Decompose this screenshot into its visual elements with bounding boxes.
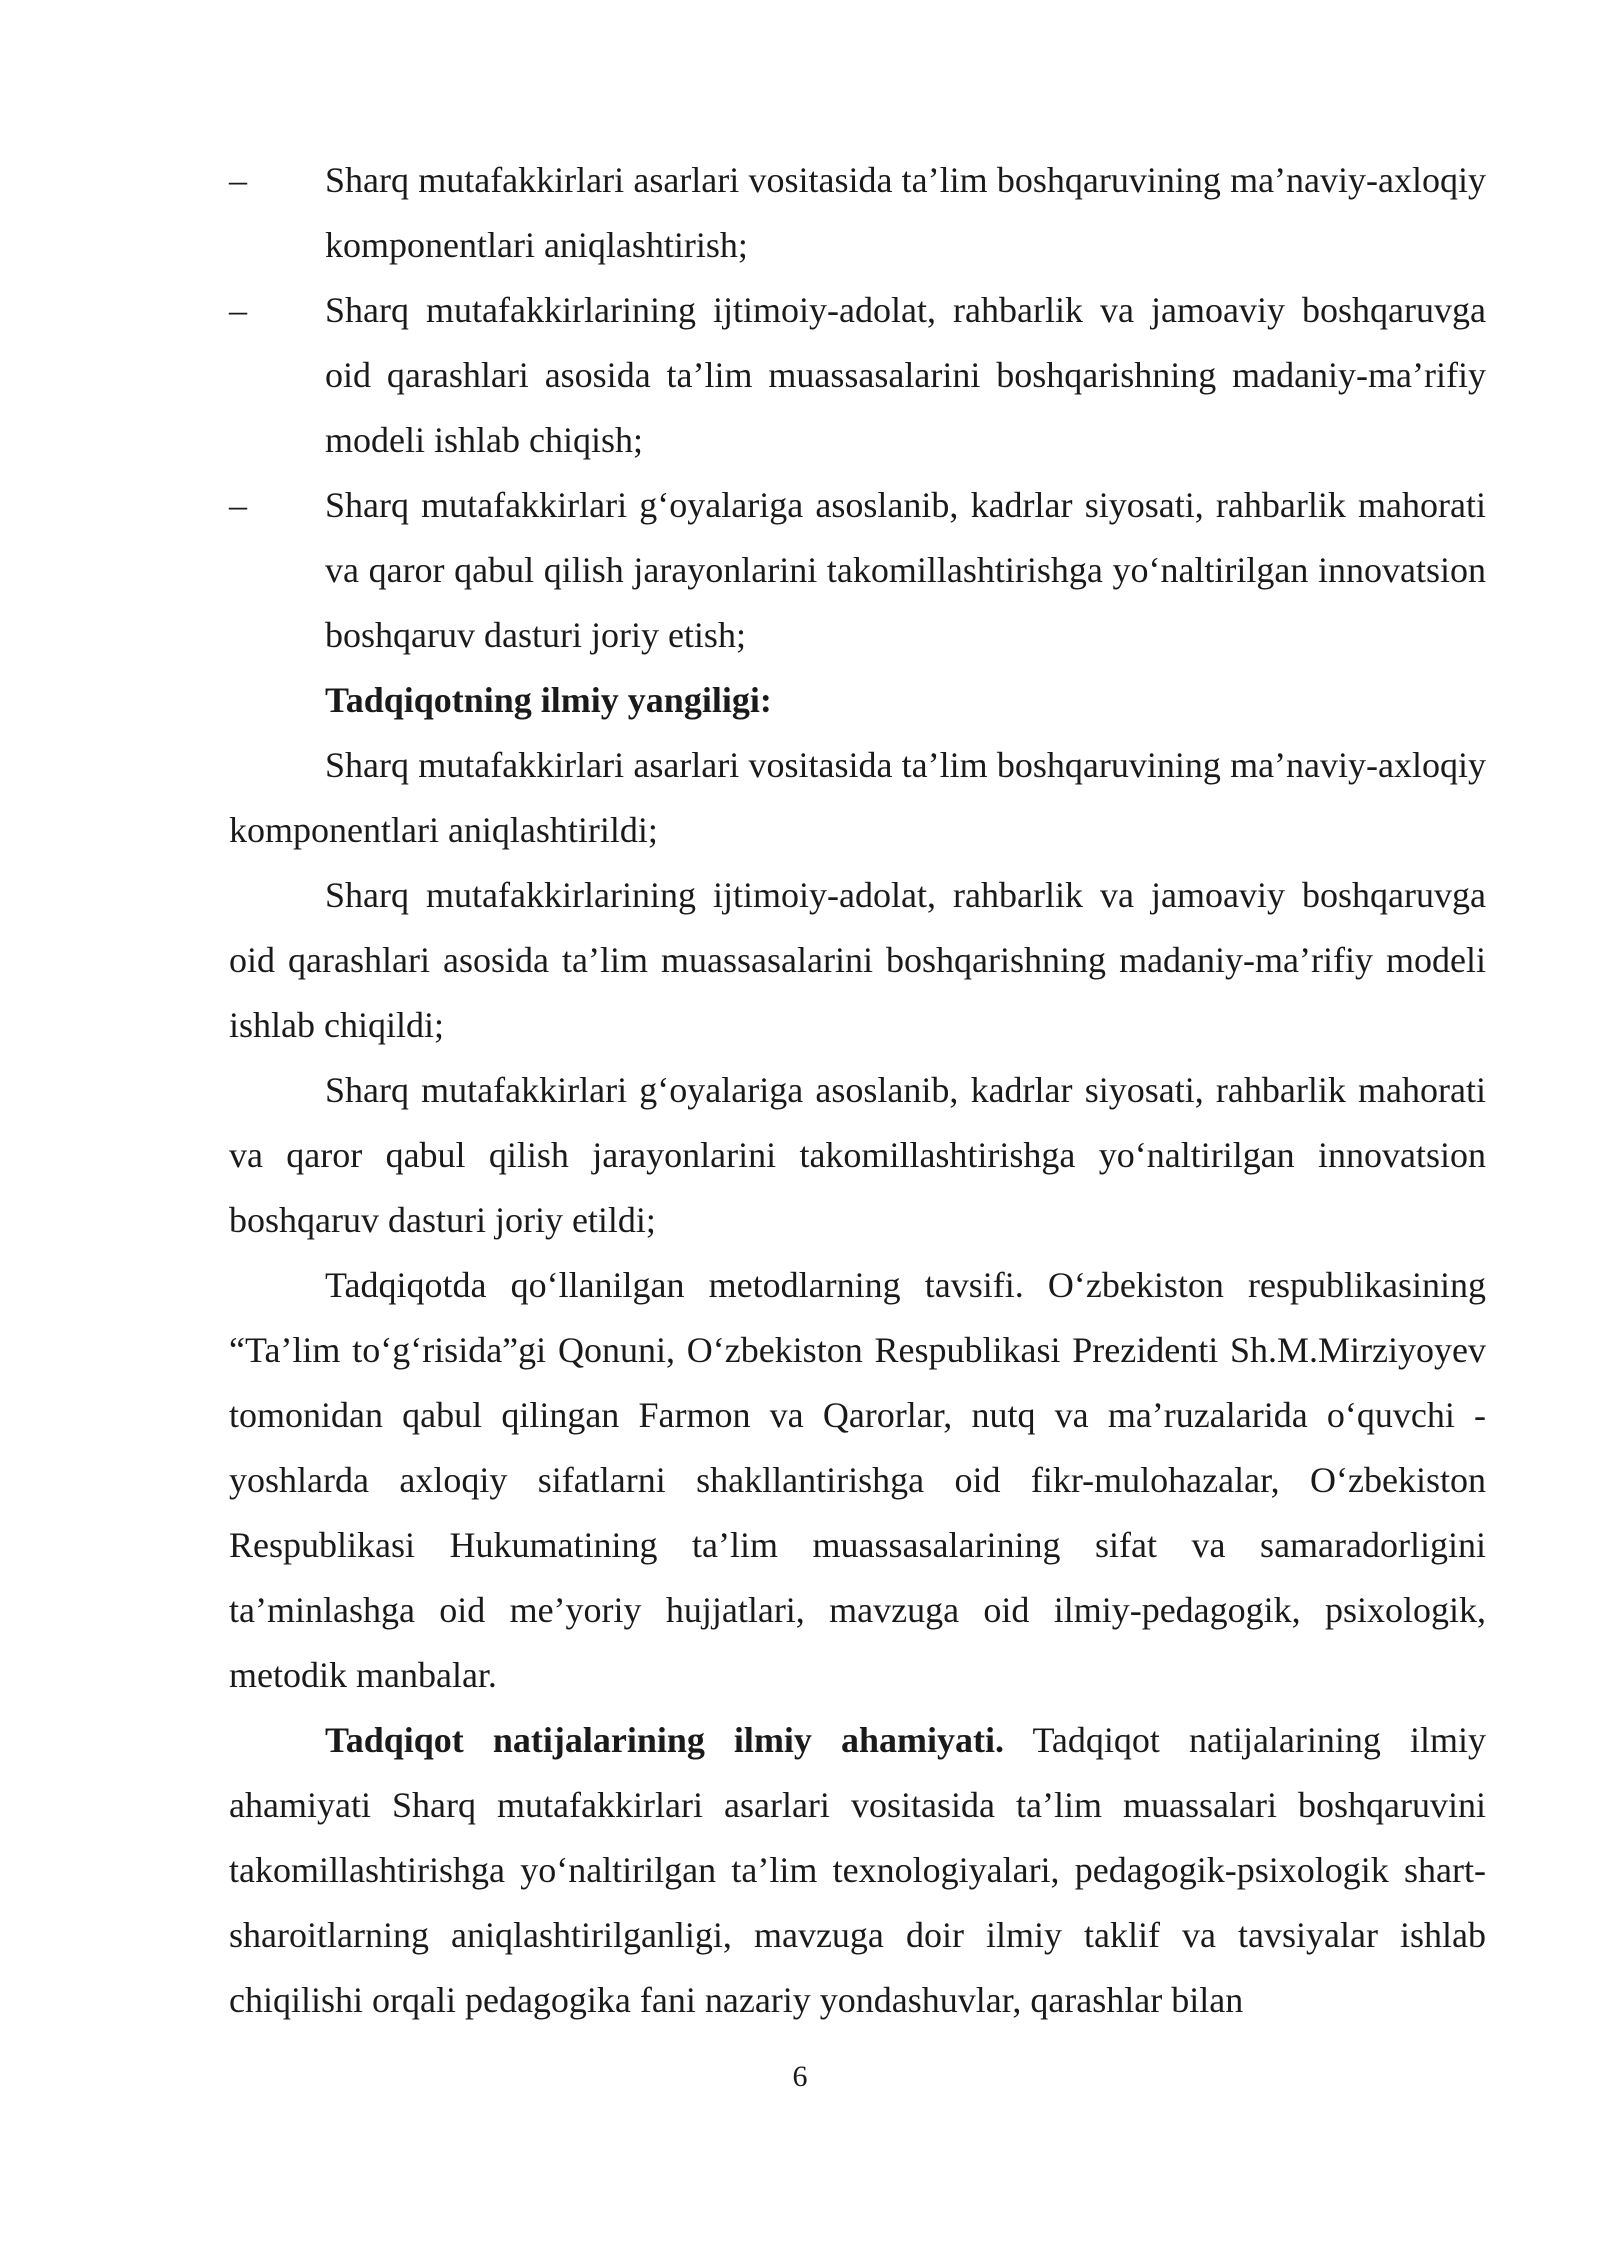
document-page xyxy=(229,148,1486,2033)
novelty-paragraph-1: Sharq mutafakkirlari asarlari vositasida ta’lim boshqaruvining ma’naviy-axloqiy komponentlari aniqlashtirildi; xyxy=(229,745,1486,850)
bullet-item-3 xyxy=(229,473,1486,668)
bullet-dash: – xyxy=(229,290,247,330)
novelty-heading: Tadqiqotning ilmiy yangiligi: xyxy=(325,680,772,720)
significance-text: Tadqiqot natijalarining ilmiy ahamiyati Sharq mutafakkirlari asarlari vositasida ta’lim muassalari boshqaruvini takomillashtirishga yo‘naltirilgan ta’lim texnologiyalari, pedagogik-psixologik shart-sharoitlarning aniqlashtirilganligi, mavzuga doir ilmiy taklif va tavsiyalar ishlab chiqilishi orqali pedagogika fani nazariy yondashuvlar, qarashlar bilan xyxy=(229,1720,1486,2020)
bullet-dash: – xyxy=(229,485,247,525)
novelty-paragraph-2: Sharq mutafakkirlarining ijtimoiy-adolat, rahbarlik va jamoaviy boshqaruvga oid qarashlari asosida ta’lim muassasalarini boshqarishning madaniy-ma’rifiy modeli ishlab chiqildi; xyxy=(229,875,1486,1045)
novelty-paragraph-3: Sharq mutafakkirlari g‘oyalariga asoslanib, kadrlar siyosati, rahbarlik mahorati va qaror qabul qilish jarayonlarini takomillashtirishga yo‘naltirilgan innovatsion boshqaruv dasturi joriy etildi; xyxy=(229,1070,1486,1240)
bullet-dash: – xyxy=(229,160,247,200)
page-number: 6 xyxy=(792,2060,808,2093)
bullet-text: Sharq mutafakkirlari asarlari vositasida ta’lim boshqaruvining ma’naviy-axloqiy komponentlari aniqlashtirish; xyxy=(325,160,1486,265)
bullet-text: Sharq mutafakkirlari g‘oyalariga asoslanib, kadrlar siyosati, rahbarlik mahorati va qaror qabul qilish jarayonlarini takomillashtirishga yo‘naltirilgan innovatsion boshqaruv dasturi joriy etish; xyxy=(325,485,1486,655)
bullet-item-1 xyxy=(229,148,1486,278)
bullet-item-2 xyxy=(229,278,1486,473)
significance-heading: Tadqiqot natijalarining ilmiy ahamiyati. xyxy=(325,1720,1005,1760)
methods-paragraph: Tadqiqotda qo‘llanilgan metodlarning tavsifi. O‘zbekiston respublikasining “Ta’lim to‘g‘risida”gi Qonuni, O‘zbekiston Respublikasi Prezidenti Sh.M.Mirziyoyev tomonidan qabul qilingan Farmon va Qarorlar, nutq va ma’ruzalarida o‘quvchi - yoshlarda axloqiy sifatlarni shakllantirishga oid fikr-mulohazalar, O‘zbekiston Respublikasi Hukumatining ta’lim muassasalarining sifat va samaradorligini ta’minlashga oid me’yoriy hujjatlari, mavzuga oid ilmiy-pedagogik, psixologik, metodik manbalar. xyxy=(229,1265,1486,1695)
bullet-text: Sharq mutafakkirlarining ijtimoiy-adolat, rahbarlik va jamoaviy boshqaruvga oid qarashlari asosida ta’lim muassasalarini boshqarishning madaniy-ma’rifiy modeli ishlab chiqish; xyxy=(325,290,1486,460)
significance-paragraph xyxy=(229,1708,1486,2033)
